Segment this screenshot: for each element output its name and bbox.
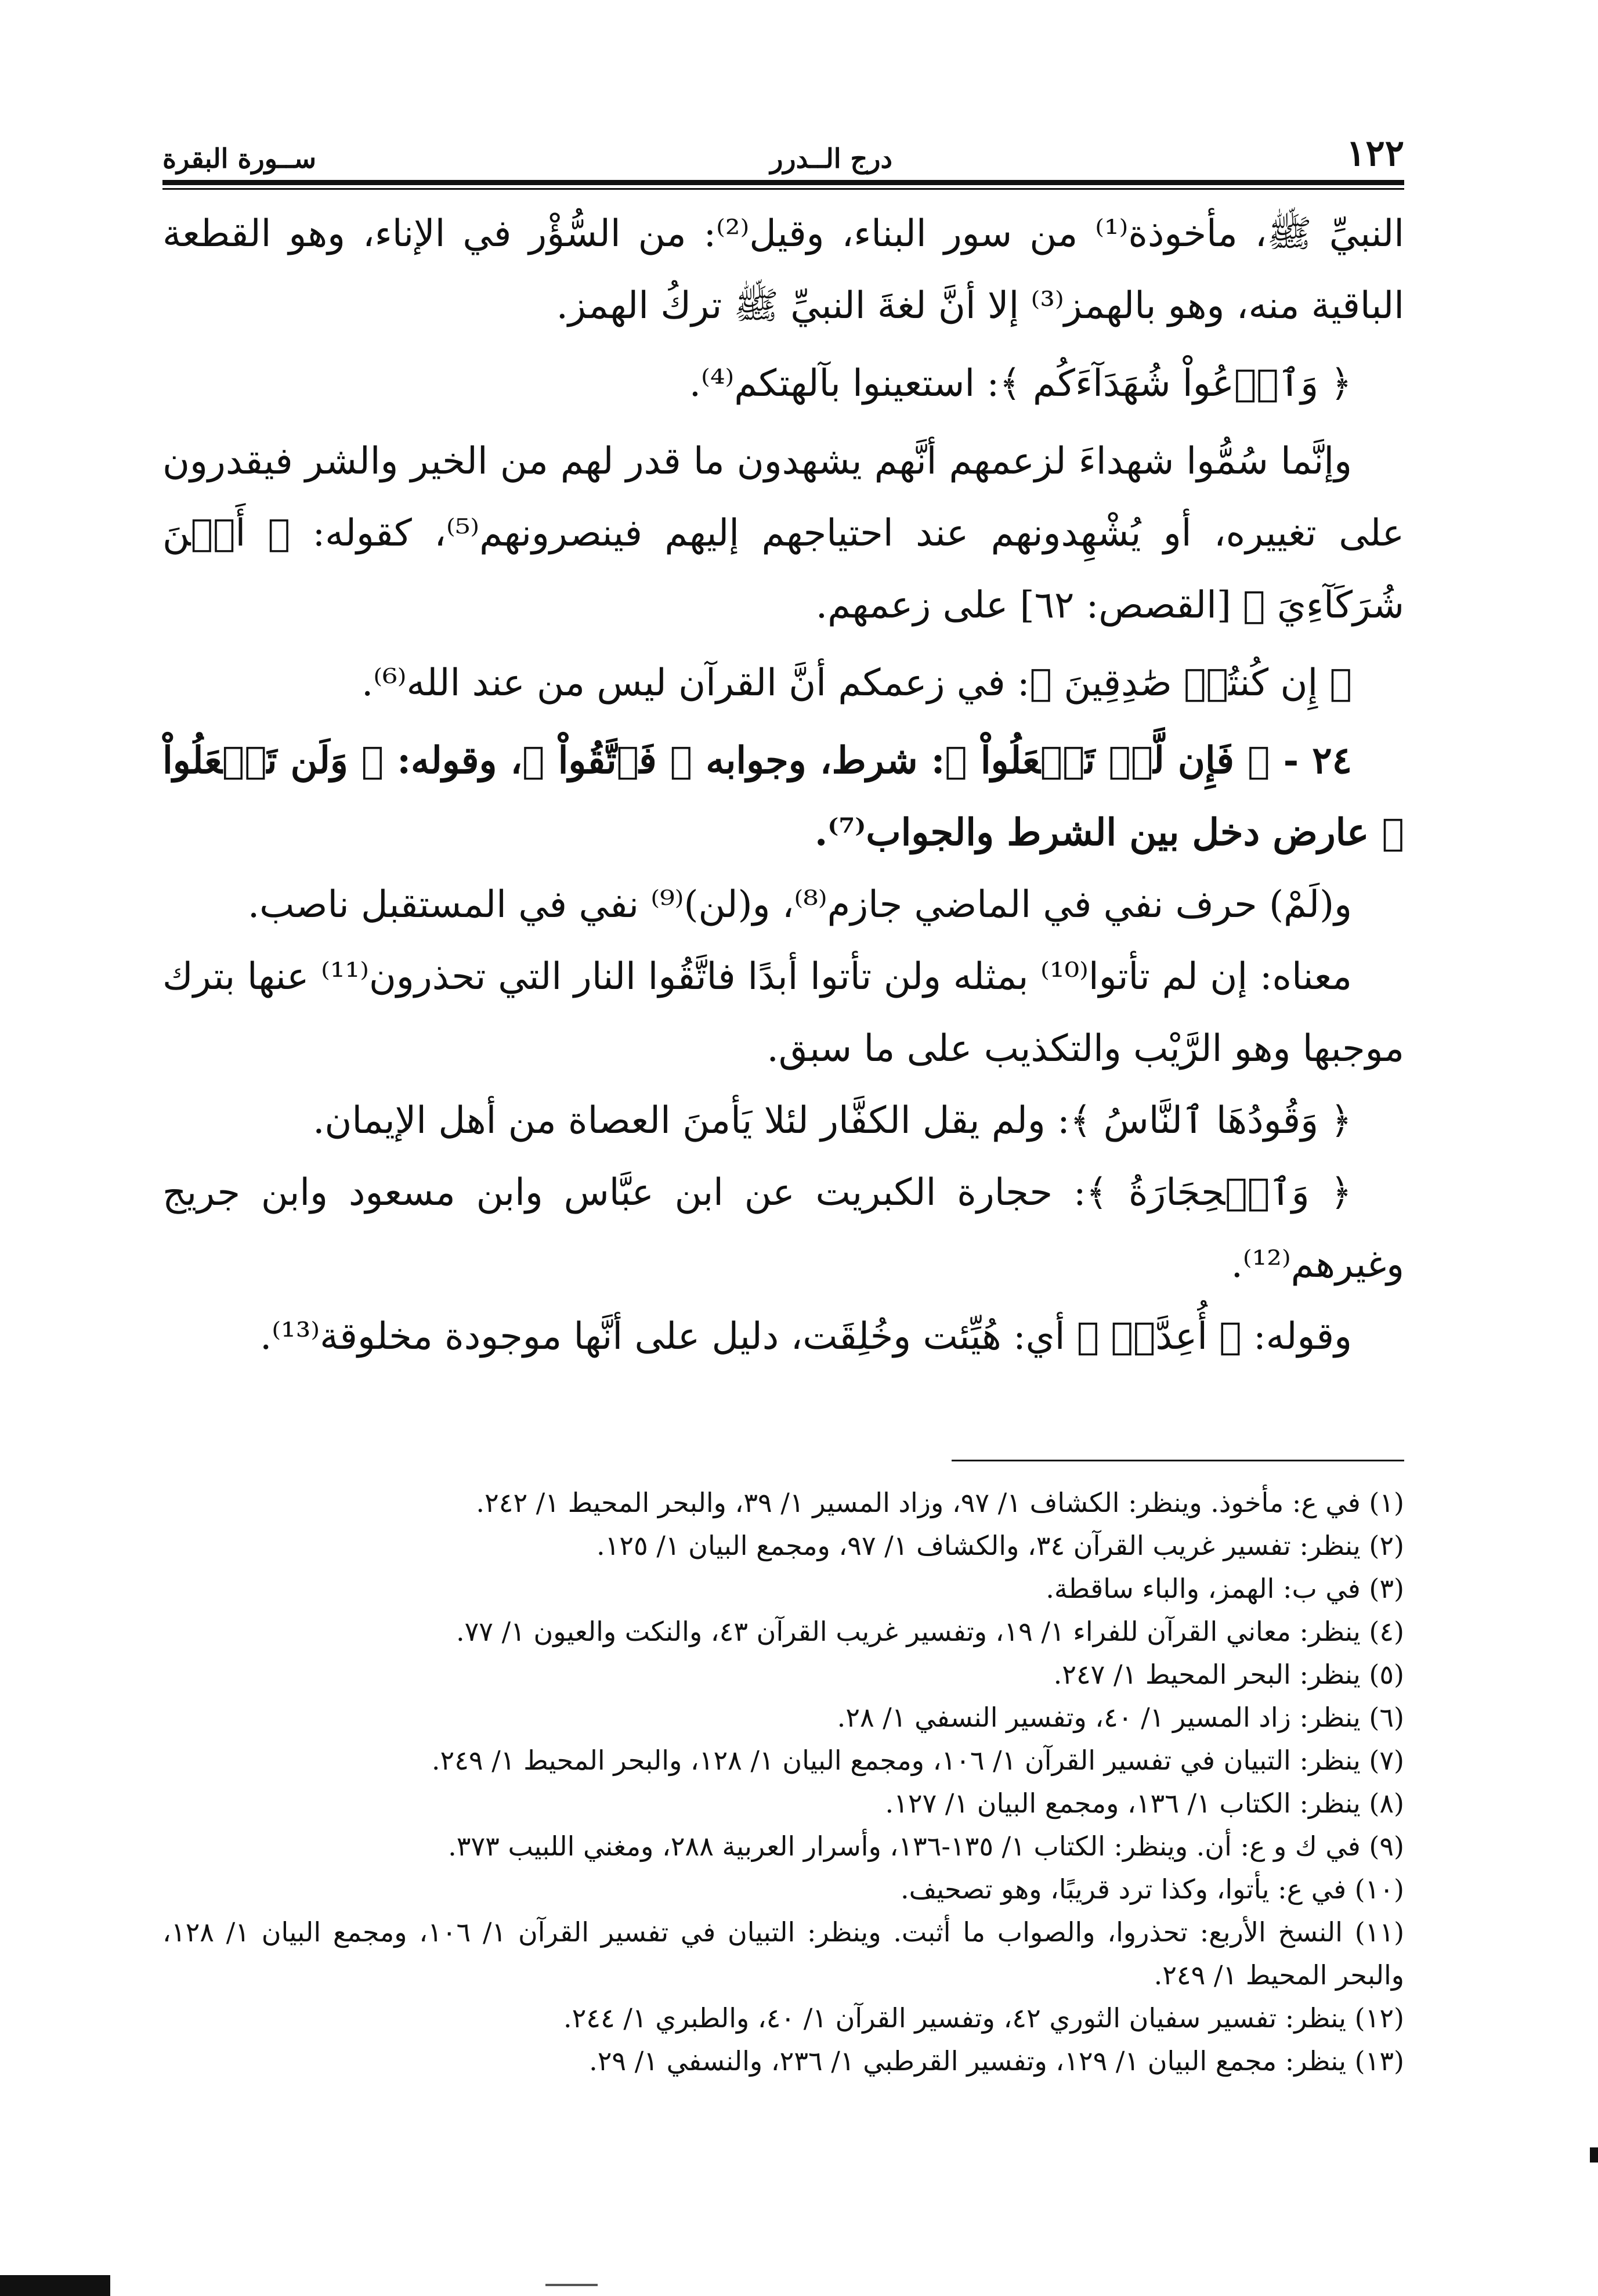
- paragraph: ﴿ وَٱلۡحِجَارَةُ ﴾: حجارة الكبريت عن ابن عبَّاس وابن مسعود وابن جريج وغيرهم⁽¹²⁾.: [162, 1171, 1404, 1286]
- paragraph: النبيِّ ﷺ، مأخوذة⁽¹⁾ من سور البناء، وقيل⁽²⁾: من السُّؤْر في الإناء، وهو القطعة الباقية منه، وهو بالهمز⁽³⁾ إلا أنَّ لغةَ النبيِّ ﷺ تركُ الهمز.: [162, 212, 1405, 327]
- surah-title: ســورة البقرة: [162, 143, 317, 174]
- running-title: درج الــدرر: [770, 143, 892, 174]
- footnote: (١١) النسخ الأربع: تحذروا، والصواب ما أثبت. وينظر: التبيان في تفسير القرآن ١/ ١٠٦، ومجمع البيان ١/ ١٢٨، والبحر المحيط ١/ ٢٤٩.: [162, 1916, 1405, 1991]
- page-header: [162, 133, 1404, 174]
- paragraph: ﴿ وَٱدۡعُواْ شُهَدَآءَكُم ﴾: استعينوا بآلهتكم⁽⁴⁾.: [689, 362, 1352, 405]
- body-text: [162, 198, 1404, 1373]
- paragraph: وإنَّما سُمُّوا شهداءَ لزعمهم أنَّهم يشهدون ما قدر لهم من الخير والشر فيقدرون على تغييره، أو يُشْهِدونهم عند احتياجهم إليهم فينصرونهم⁽⁵⁾، كقوله: ﴿ أَيۡنَ شُرَكَآءِيَ ﴾ [القصص: ٦٢] على زعمهم.: [162, 440, 1405, 627]
- footnote: (١) في ع: مأخوذ. وينظر: الكشاف ١/ ٩٧، وزاد المسير ١/ ٣٩، والبحر المحيط ١/ ٢٤٢.: [476, 1487, 1404, 1518]
- footnote: (٥) ينظر: البحر المحيط ١/ ٢٤٧.: [1053, 1659, 1404, 1690]
- page-number: ١٢٢: [1346, 132, 1404, 174]
- footnote: (٩) في ك و ع: أن. وينظر: الكتاب ١/ ١٣٥-١٣٦، وأسرار العربية ٢٨٨، ومغني اللبيب ٣٧٣.: [448, 1831, 1404, 1862]
- footnote: (٦) ينظر: زاد المسير ١/ ٤٠، وتفسير النسفي ١/ ٢٨.: [837, 1702, 1404, 1733]
- footnote: (٨) ينظر: الكتاب ١/ ١٣٦، ومجمع البيان ١/ ١٢٧.: [885, 1788, 1404, 1819]
- scan-mark: [545, 2284, 598, 2286]
- paragraph: و(لَمْ) حرف نفي في الماضي جازم⁽⁸⁾، و(لن)⁽⁹⁾ نفي في المستقبل ناصب.: [247, 883, 1352, 926]
- footnote: (٧) ينظر: التبيان في تفسير القرآن ١/ ١٠٦، ومجمع البيان ١/ ١٢٨، والبحر المحيط ١/ ٢٤٩.: [431, 1745, 1404, 1776]
- header-rule: [162, 180, 1404, 190]
- scan-mark: [0, 2275, 110, 2296]
- paragraph: وقوله: ﴿ أُعِدَّتۡ ﴾ أي: هُيِّئت وخُلِقَت، دليل على أنَّها موجودة مخلوقة⁽¹³⁾.: [259, 1315, 1352, 1358]
- document-page: [162, 133, 1404, 2082]
- paragraph: ﴿ وَقُودُهَا ٱلنَّاسُ ﴾: ولم يقل الكفَّار لئلا يَأمنَ العصاة من أهل الإيمان.: [313, 1099, 1352, 1142]
- scan-mark: [1590, 2147, 1598, 2163]
- footnote: (١٠) في ع: يأتوا، وكذا ترد قريبًا، وهو تصحيف.: [901, 1873, 1404, 1905]
- paragraph: معناه: إن لم تأتوا⁽¹⁰⁾ بمثله ولن تأتوا أبدًا فاتَّقُوا النار التي تحذرون⁽¹¹⁾ عنها بترك موجبها وهو الرَّيْب والتكذيب على ما سبق.: [162, 955, 1404, 1070]
- footnotes: [162, 1481, 1404, 2082]
- footnote: (٤) ينظر: معاني القرآن للفراء ١/ ١٩، وتفسير غريب القرآن ٤٣، والنكت والعيون ١/ ٧٧.: [455, 1616, 1404, 1647]
- footnote: (٢) ينظر: تفسير غريب القرآن ٣٤، والكشاف ١/ ٩٧، ومجمع البيان ١/ ١٢٥.: [596, 1530, 1404, 1561]
- footnote: (٣) في ب: الهمز، والباء ساقطة.: [1046, 1573, 1404, 1604]
- paragraph: ﴿ إِن كُنتُمۡ صَٰدِقِينَ ﴾: في زعمكم أنَّ القرآن ليس من عند الله⁽⁶⁾.: [361, 662, 1352, 705]
- footnote: (١٢) ينظر: تفسير سفيان الثوري ٤٢، وتفسير القرآن ١/ ٤٠، والطبري ١/ ٢٤٤.: [563, 2002, 1404, 2034]
- footnote-separator: [952, 1460, 1404, 1461]
- footnote: (١٣) ينظر: مجمع البيان ١/ ١٢٩، وتفسير القرطبي ١/ ٢٣٦، والنسفي ١/ ٢٩.: [589, 2045, 1404, 2077]
- paragraph: ٢٤ - ﴿ فَإِن لَّمۡ تَفۡعَلُواْ ﴾: شرط، وجوابه ﴿ فَٱتَّقُواْ ﴾، وقوله: ﴿ وَلَن تَفۡعَلُواْ ﴾ عارض دخل بين الشرط والجواب⁽⁷⁾.: [162, 739, 1404, 854]
